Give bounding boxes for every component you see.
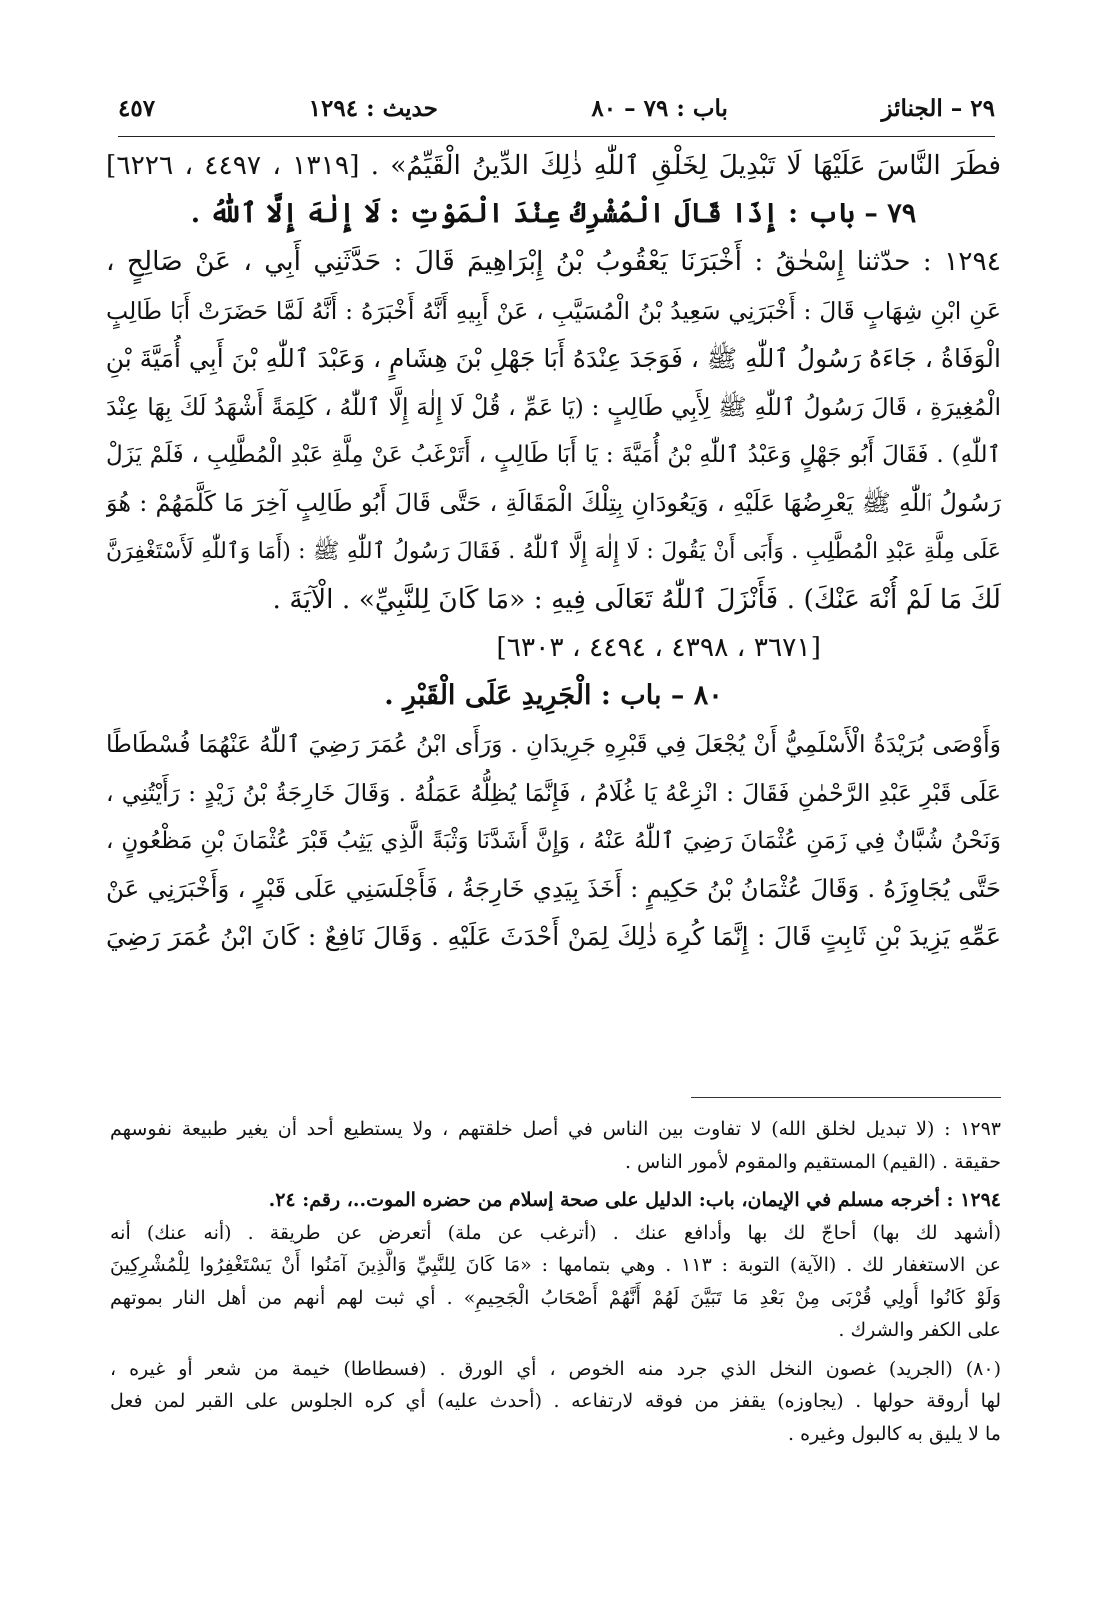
text-line: عَنِ ابْنِ شِهَابٍ قَالَ : أَخْبَرَنِي سَعِيدُ بْنُ الْمُسَيَّبِ ، عَنْ أَبِيهِ أَنَّهُ أَخْبَرَهُ : أَنَّهُ لَمَّا حَضَرَتْ أَبَا طَالِبٍ	[106, 296, 1001, 325]
main-text	[106, 142, 1001, 961]
footnote-line: (أشهد لك بها) أحاجّ لك بها وأدافع عنك . (أترغب عن ملة) أتعرض عن طريقة . (أنه عنك) أنه	[110, 1221, 1001, 1244]
text-line: فطَرَ النَّاسَ عَلَيْهَا لَا تَبْدِيلَ لِخَلْقِ ٱللّٰهِ ذٰلِكَ الدِّينُ الْقَيِّمُ» . [١٣١٩ ، ٤٤٩٧ ، ٦٢٢٦]	[106, 150, 1001, 181]
footnote-line: لها أروقة حولها . (يجاوزه) يقفز من فوقه لارتفاعه . (أحدث عليه) أي كره الجلوس على القبر لمن فعل	[110, 1390, 1001, 1412]
text-line: لَكَ مَا لَمْ أُنْهَ عَنْكَ) . فَأَنْزَلَ ٱللّٰهُ تَعَالَى فِيهِ : «مَا كَانَ لِلنَّبِيِّ» . الْآيَةَ .	[272, 583, 1001, 615]
text-line: ٱللّٰهِ) . فَقَالَ أَبُو جَهْلٍ وَعَبْدُ ٱللّٰهِ بْنُ أُمَيَّةَ : يَا أَبَا طَالِبٍ ، أَتَرْغَبُ عَنْ مِلَّةِ عَبْدِ الْمُطَّلِبِ ، فَلَمْ يَزَلْ	[106, 442, 1001, 469]
text-line: وَنَحْنُ شُبَّانٌ فِي زَمَنِ عُثْمَانَ رَضِيَ ٱللّٰهُ عَنْهُ ، وَإِنَّ أَشَدَّنَا وَثْبَةً الَّذِي يَثِبُ قَبْرَ عُثْمَانَ بْنِ مَظْعُونٍ ،	[106, 827, 1001, 854]
footnote-line: وَلَوْ كَانُوا أُولِي قُرْبَى مِنْ بَعْدِ مَا تَبَيَّنَ لَهُمْ أَنَّهُمْ أَصْحَابُ الْجَحِيمِ» . أي ثبت لهم أنهم من أهل النار بموتهم	[110, 1286, 1001, 1309]
text-line: عَلَى مِلَّةِ عَبْدِ الْمُطَّلِبِ . وَأَبَى أَنْ يَقُولَ : لَا إِلٰهَ إِلَّا ٱللّٰهُ . فَقَالَ رَسُولُ ٱللّٰهِ ﷺ : (أَمَا وَٱللّٰهِ لَأَسْتَغْفِرَنَّ	[106, 538, 1001, 564]
footnote-line: على الكفر والشرك .	[838, 1319, 1001, 1341]
text-line: رَسُولُ ٱللّٰهِ ﷺ يَعْرِضُهَا عَلَيْهِ ، وَيَعُودَانِ بِتِلْكَ الْمَقَالَةِ ، حَتَّى قَالَ أَبُو طَالِبٍ آخِرَ مَا كَلَّمَهُمْ : هُوَ	[106, 489, 1001, 518]
footnote-line: ما لا يليق به كالبول وغيره .	[788, 1422, 1001, 1445]
page-header	[118, 82, 995, 137]
page-number: ٤٥٧	[118, 95, 156, 122]
text-line: حَتَّى يُجَاوِزَهُ . وَقَالَ عُثْمَانُ بْنُ حَكِيمٍ : أَخَذَ بِيَدِي خَارِجَةُ ، فَأَجْلَسَنِي عَلَى قَبْرٍ ، وَأَخْبَرَنِي عَنْ	[106, 874, 1001, 904]
footnote-line: (٨٠) (الجريد) غصون النخل الذي جرد منه الخوص ، أي الورق . (فسطاطا) خيمة من شعر أو غيره ،	[110, 1357, 1001, 1380]
footnote-line: حقيقة . (القيم) المستقيم والمقوم لأمور الناس .	[624, 1150, 1001, 1173]
text-line: الْوَفَاةُ ، جَاءَهُ رَسُولُ ٱللّٰهِ ﷺ ، فَوَجَدَ عِنْدَهُ أَبَا جَهْلِ بْنَ هِشَامٍ ، وَعَبْدَ ٱللّٰهِ بْنَ أَبِي أُمَيَّةَ بْنِ	[106, 343, 1001, 373]
footnote-1294-heading: ١٢٩٤ : أخرجه مسلم في الإيمان، باب: الدليل على صحة إسلام من حضره الموت..، رقم: ٢٤.	[268, 1189, 1001, 1211]
bab-79-heading: ٧٩ – باب : إِذَا قَالَ الْمُشْرِكُ عِنْدَ الْمَوْتِ : لَا إِلٰهَ إِلَّا ٱللّٰهُ .	[190, 198, 917, 230]
footnote-line: عن الاستغفار لك . (الآية) التوبة : ١١٣ . وهي بتمامها : «مَا كَانَ لِلنَّبِيِّ وَالَّذِينَ آمَنُوا أَنْ يَسْتَغْفِرُوا لِلْمُشْرِكِينَ	[110, 1254, 1001, 1276]
footnotes	[110, 1113, 1001, 1450]
text-line: وَأَوْصَى بُرَيْدَةُ الْأَسْلَمِيُّ أَنْ يُجْعَلَ فِي قَبْرِهِ جَرِيدَانِ . وَرَأَى ابْنُ عُمَرَ رَضِيَ ٱللّٰهُ عَنْهُمَا فُسْطَاطًا	[106, 730, 1001, 759]
footnote-line: ١٢٩٣ : (لا تبديل لخلق الله) لا تفاوت بين الناس في أصل خلقتهم ، ولا يستطيع أحد أن يغير طبيعة نفوسهم	[110, 1118, 1001, 1140]
hadith-reference: حديث : ١٢٩٤	[308, 95, 438, 122]
chapter-title: ٢٩ – الجنائز	[881, 95, 995, 122]
bab-80-heading: ٨٠ – باب : الْجَرِيدِ عَلَى الْقَبْرِ .	[384, 680, 723, 712]
hadith-1294-line: ١٢٩٤ : حدّثنا إِسْحٰقُ : أَخْبَرَنَا يَعْقُوبُ بْنُ إِبْرَاهِيمَ قَالَ : حَدَّثَنِي أَبِي ، عَنْ صَالِحٍ ،	[106, 246, 1001, 278]
footnote-divider	[691, 1097, 1001, 1098]
cross-references: [٣٦٧١ ، ٤٣٩٨ ، ٤٤٩٤ ، ٦٣٠٣]	[496, 632, 821, 664]
text-line: عَلَى قَبْرِ عَبْدِ الرَّحْمٰنِ فَقَالَ : انْزِعْهُ يَا غُلَامُ ، فَإِنَّمَا يُظِلُّهُ عَمَلُهُ . وَقَالَ خَارِجَةُ بْنُ زَيْدٍ : رَأَيْتُنِي ،	[106, 778, 1001, 807]
text-line: عَمِّهِ يَزِيدَ بْنِ ثَابِتٍ قَالَ : إِنَّمَا كُرِهَ ذٰلِكَ لِمَنْ أَحْدَثَ عَلَيْهِ . وَقَالَ نَافِعٌ : كَانَ ابْنُ عُمَرَ رَضِيَ	[106, 922, 1001, 952]
text-line: الْمُغِيرَةِ ، قَالَ رَسُولُ ٱللّٰهِ ﷺ لِأَبِي طَالِبٍ : (يَا عَمِّ ، قُلْ لَا إِلٰهَ إِلَّا ٱللّٰهُ ، كَلِمَةً أَشْهَدُ لَكَ بِهَا عِنْدَ	[106, 393, 1001, 422]
bab-range: باب : ٧٩ – ٨٠	[591, 95, 728, 122]
